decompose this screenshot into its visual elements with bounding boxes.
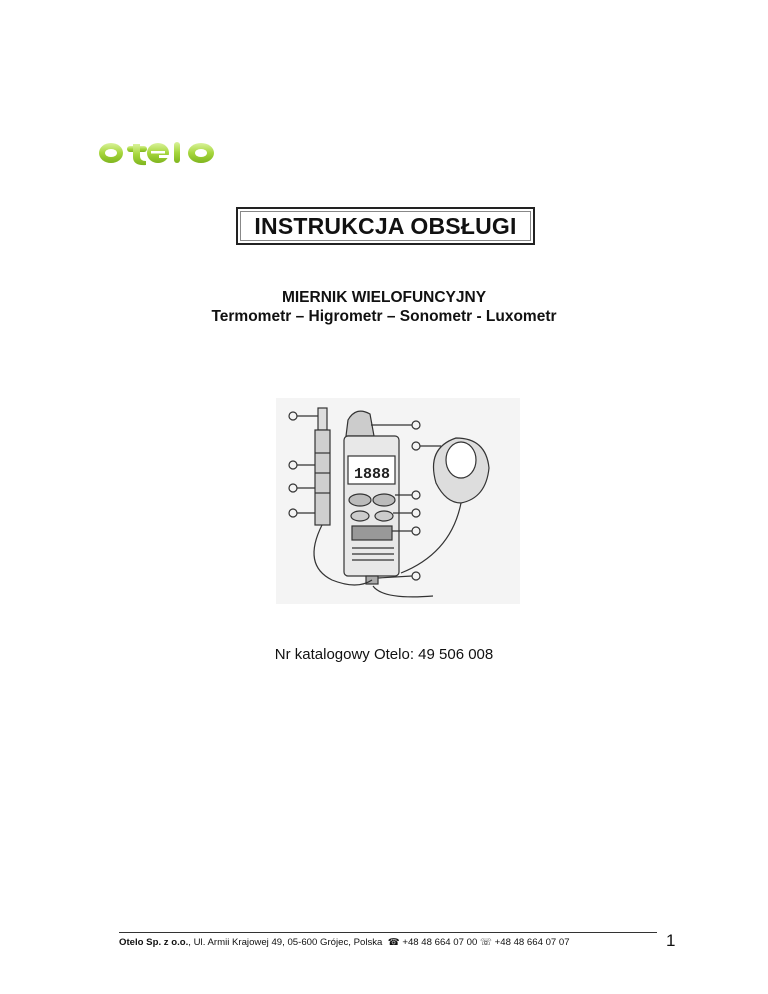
lcd-reading: 1888 [354,466,391,483]
footer-fax: +48 48 664 07 07 [491,937,570,948]
fax-icon: ☏ [479,937,492,948]
document-title [236,207,535,245]
multifunction-meter-illustration [276,398,520,604]
footer-company: Otelo Sp. z o.o. [119,937,189,948]
product-name: MIERNIK WIELOFUNCYJNY [281,289,487,306]
product-functions: Termometr – Higrometr – Sonometr - Luxometr [211,308,557,325]
catalog-number: Nr katalogowy Otelo: 49 506 008 [274,646,494,663]
footer-address: , Ul. Armii Krajowej 49, 05-600 Grójec, Polska [188,937,383,948]
otelo-logo [97,134,229,172]
logo-text: otelo [97,134,100,135]
footer-contact [119,937,570,948]
document-title-text: INSTRUKCJA OBSŁUGI [254,212,517,239]
phone-icon: ☎ [385,937,400,948]
footer-divider [119,932,657,933]
footer-phone: +48 48 664 07 00 [399,937,480,948]
page-number: 1 [666,931,676,950]
